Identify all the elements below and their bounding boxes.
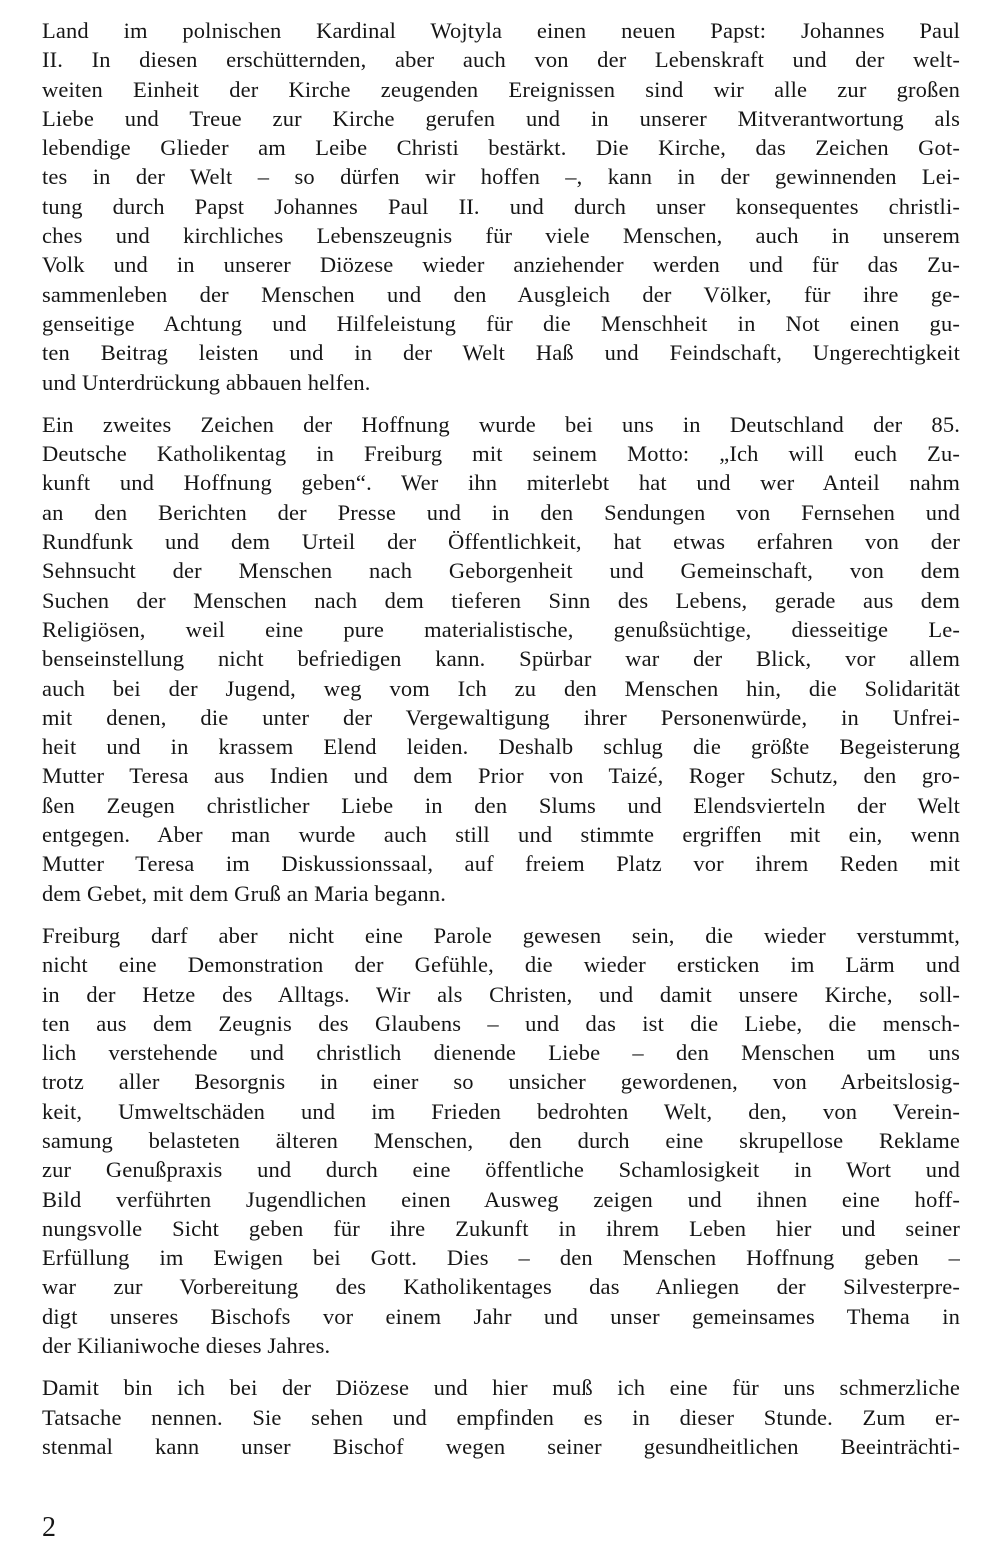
- text-line: Erfüllung im Ewigen bei Gott. Dies – den Menschen Hoffnung geben –: [42, 1245, 960, 1271]
- text-line: Sehnsucht der Menschen nach Geborgenheit und Gemeinschaft, von dem: [42, 558, 960, 584]
- paragraph: [42, 16, 960, 397]
- text-line: an den Berichten der Presse und in den Sendungen von Fernsehen und: [42, 499, 960, 525]
- text-line: war zur Vorbereitung des Katholikentages das Anliegen der Silvesterpre-: [42, 1274, 960, 1300]
- text-line: kunft und Hoffnung geben“. Wer ihn miterlebt hat und wer Anteil nahm: [42, 470, 960, 496]
- text-line: trotz aller Besorgnis in einer so unsicher gewordenen, von Arbeitslosig-: [42, 1069, 960, 1095]
- text-line: Tatsache nennen. Sie sehen und empfinden es in dieser Stunde. Zum er-: [42, 1404, 960, 1430]
- text-line: lebendige Glieder am Leibe Christi bestärkt. Die Kirche, das Zeichen Got-: [42, 135, 960, 161]
- paragraph: [42, 410, 960, 908]
- text-line: sammenleben der Menschen und den Ausgleich der Völker, für ihre ge-: [42, 281, 960, 307]
- text-line: nicht eine Demonstration der Gefühle, die wieder ersticken im Lärm und: [42, 952, 960, 978]
- text-line: Damit bin ich bei der Diözese und hier muß ich eine für uns schmerzliche: [42, 1375, 960, 1401]
- text-line: in der Hetze des Alltags. Wir als Christen, und damit unsere Kirche, soll-: [42, 981, 960, 1007]
- page-number: 2: [42, 1512, 56, 1543]
- text-line: ten aus dem Zeugnis des Glaubens – und das ist die Liebe, die mensch-: [42, 1010, 960, 1036]
- text-line: entgegen. Aber man wurde auch still und stimmte ergriffen mit ein, wenn: [42, 822, 960, 848]
- paragraph: [42, 1373, 960, 1461]
- text-line: digt unseres Bischofs vor einem Jahr und unser gemeinsames Thema in: [42, 1303, 960, 1329]
- text-line: heit und in krassem Elend leiden. Deshalb schlug die größte Begeisterung: [42, 734, 960, 760]
- text-line: ten Beitrag leisten und in der Welt Haß und Feindschaft, Ungerechtigkeit: [42, 340, 960, 366]
- text-line: auch bei der Jugend, weg vom Ich zu den Menschen hin, die Solidarität: [42, 675, 960, 701]
- text-line: der Kilianiwoche dieses Jahres.: [42, 1333, 331, 1359]
- text-line: benseinstellung nicht befriedigen kann. Spürbar war der Blick, vor allem: [42, 646, 960, 672]
- text-line: tung durch Papst Johannes Paul II. und durch unser konsequentes christli-: [42, 193, 960, 219]
- text-line: Land im polnischen Kardinal Wojtyla einen neuen Papst: Johannes Paul: [42, 18, 960, 43]
- text-line: Mutter Teresa im Diskussionssaal, auf freiem Platz vor ihrem Reden mit: [42, 851, 960, 877]
- text-line: Religiösen, weil eine pure materialistische, genußsüchtige, diesseitige Le-: [42, 616, 960, 642]
- text-line: tes in der Welt – so dürfen wir hoffen –, kann in der gewinnenden Lei-: [42, 164, 960, 190]
- text-line: keit, Umweltschäden und im Frieden bedrohten Welt, den, von Verein-: [42, 1098, 960, 1124]
- text-line: und Unterdrückung abbauen helfen.: [42, 369, 371, 395]
- text-line: mit denen, die unter der Vergewaltigung ihrer Personenwürde, in Unfrei-: [42, 704, 960, 730]
- paragraph: [42, 921, 960, 1360]
- text-line: Bild verführten Jugendlichen einen Ausweg zeigen und ihnen eine hoff-: [42, 1186, 960, 1212]
- text-line: Suchen der Menschen nach dem tieferen Sinn des Lebens, gerade aus dem: [42, 587, 960, 613]
- text-line: weiten Einheit der Kirche zeugenden Ereignissen sind wir alle zur großen: [42, 76, 960, 102]
- text-line: Volk und in unserer Diözese wieder anziehender werden und für das Zu-: [42, 252, 960, 278]
- text-line: ßen Zeugen christlicher Liebe in den Slums und Elendsvierteln der Welt: [42, 792, 960, 818]
- text-line: genseitige Achtung und Hilfeleistung für die Menschheit in Not einen gu-: [42, 310, 960, 336]
- text-line: Ein zweites Zeichen der Hoffnung wurde bei uns in Deutschland der 85.: [42, 411, 960, 437]
- text-line: ches und kirchliches Lebenszeugnis für viele Menschen, auch in unserem: [42, 223, 960, 249]
- text-line: Liebe und Treue zur Kirche gerufen und in unserer Mitverantwortung als: [42, 105, 960, 131]
- text-line: Rundfunk und dem Urteil der Öffentlichkeit, hat etwas erfahren von der: [42, 529, 960, 555]
- text-line: Freiburg darf aber nicht eine Parole gewesen sein, die wieder verstummt,: [42, 922, 960, 948]
- text-line: stenmal kann unser Bischof wegen seiner gesundheitlichen Beeinträchti-: [42, 1433, 960, 1459]
- text-line: nungsvolle Sicht geben für ihre Zukunft in ihrem Leben hier und seiner: [42, 1215, 960, 1241]
- text-line: samung belasteten älteren Menschen, den durch eine skrupellose Reklame: [42, 1127, 960, 1153]
- text-line: lich verstehende und christlich dienende Liebe – den Menschen um uns: [42, 1040, 960, 1066]
- body-text: [42, 16, 960, 1474]
- text-line: Deutsche Katholikentag in Freiburg mit seinem Motto: „Ich will euch Zu-: [42, 441, 960, 467]
- text-line: Mutter Teresa aus Indien und dem Prior von Taizé, Roger Schutz, den gro-: [42, 763, 960, 789]
- text-line: II. In diesen erschütternden, aber auch von der Lebenskraft und der welt-: [42, 47, 960, 73]
- text-line: zur Genußpraxis und durch eine öffentliche Schamlosigkeit in Wort und: [42, 1157, 960, 1183]
- text-line: dem Gebet, mit dem Gruß an Maria begann.: [42, 880, 447, 906]
